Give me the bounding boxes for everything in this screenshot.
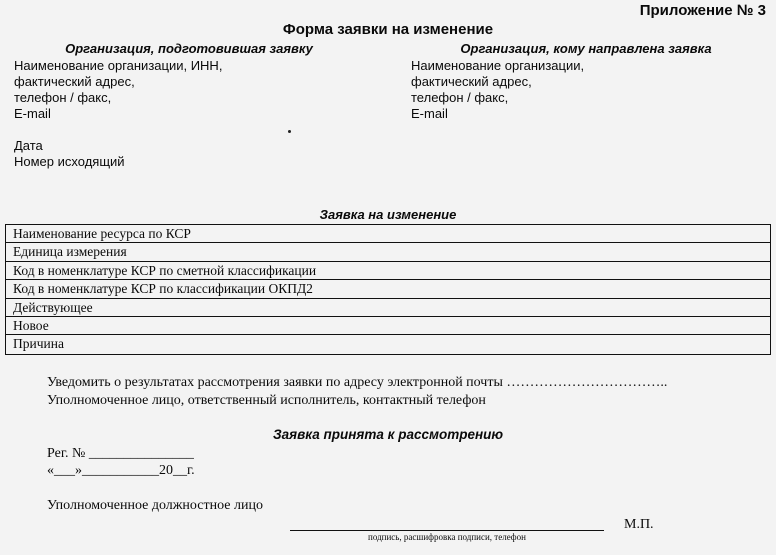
- form-title: Форма заявки на изменение: [282, 21, 494, 38]
- sender-org-fields: [14, 58, 222, 122]
- table-row: Причина: [13, 336, 64, 352]
- signature-caption: подпись, расшифровка подписи, телефон: [368, 532, 526, 542]
- table-row: Код в номенклатуре КСР по сметной классификации: [6, 262, 770, 280]
- acceptance-title: Заявка принята к рассмотрению: [272, 427, 504, 442]
- recipient-org-heading: Организация, кому направлена заявка: [460, 41, 712, 56]
- sender-org-heading: Организация, подготовившая заявку: [65, 41, 313, 56]
- recipient-field-line: Наименование организации,: [411, 58, 585, 73]
- stamp-label: М.П.: [624, 517, 654, 532]
- date-number-block: [14, 138, 125, 170]
- table-row: Новое: [6, 317, 770, 335]
- authorized-person-text: Уполномоченное лицо, ответственный исполнитель, контактный телефон: [47, 393, 486, 408]
- recipient-field-line: фактический адрес,: [411, 74, 532, 89]
- signature-line: [290, 530, 604, 531]
- appendix-label: Приложение № 3: [639, 2, 766, 19]
- official-label: Уполномоченное должностное лицо: [47, 498, 263, 513]
- recipient-field-line: телефон / факс,: [411, 90, 509, 105]
- notify-text: Уведомить о результатах рассмотрения заявки по адресу электронной почты ……………………………..: [47, 375, 668, 390]
- request-table: [5, 224, 771, 355]
- outgoing-number-label: Номер исходящий: [14, 154, 125, 169]
- registration-number-line: Рег. № _______________: [47, 446, 194, 461]
- acceptance-date-line: «___»___________20__г.: [47, 463, 195, 478]
- recipient-field-line: E-mail: [411, 106, 448, 121]
- table-row: Код в номенклатуре КСР по классификации ОКПД2: [6, 280, 770, 298]
- request-title: Заявка на изменение: [319, 207, 457, 222]
- table-row: Наименование ресурса по КСР: [6, 225, 770, 243]
- sender-field-line: фактический адрес,: [14, 74, 135, 89]
- sender-field-line: E-mail: [14, 106, 51, 121]
- scan-speck: [288, 130, 291, 133]
- date-label: Дата: [14, 138, 43, 153]
- table-row: Единица измерения: [6, 243, 770, 261]
- recipient-org-fields: [411, 58, 584, 122]
- sender-field-line: Наименование организации, ИНН,: [14, 58, 223, 73]
- sender-field-line: телефон / факс,: [14, 90, 112, 105]
- table-row: Действующее: [6, 299, 770, 317]
